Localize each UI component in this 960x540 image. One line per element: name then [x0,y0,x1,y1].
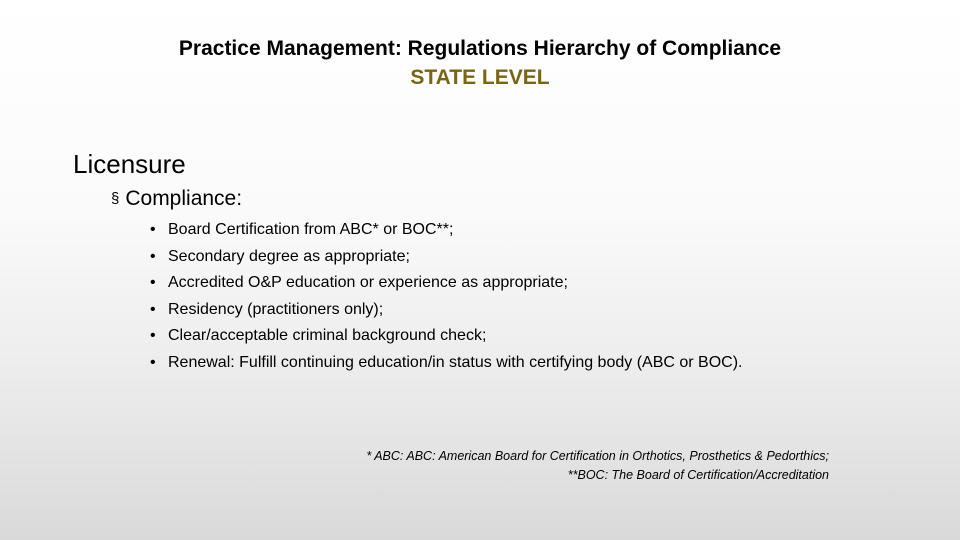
list-item [150,350,930,377]
list-item [150,217,930,244]
list-item-text: Accredited O&P education or experience as appropriate; [168,274,568,292]
compliance-list [150,217,930,377]
list-item-text: Renewal: Fulfill continuing education/in status with certifying body (ABC or BOC). [168,353,743,371]
subheading-label: Compliance: [125,187,243,210]
list-item [150,270,930,297]
list-item [150,323,930,350]
bullet-icon: • [150,353,156,371]
footnotes [366,447,829,485]
list-item-text: Residency (practitioners only); [168,300,384,318]
section-marker-icon: § [111,190,120,207]
footnote-boc: **BOC: The Board of Certification/Accreditation [567,468,829,482]
bullet-icon: • [150,274,156,292]
list-item [150,297,930,324]
list-item-text: Board Certification from ABC* or BOC**; [168,221,454,238]
slide-title [0,34,960,92]
bullet-icon: • [150,327,156,345]
bullet-icon: • [150,221,156,238]
footnote-abc: * ABC: ABC: American Board for Certification in Orthotics, Prosthetics & Pedorthics; [366,449,829,463]
bullet-icon: • [150,247,156,265]
subheading [111,185,242,213]
list-item-text: Secondary degree as appropriate; [168,247,410,265]
section-heading: Licensure [73,149,186,179]
bullet-icon: • [150,300,156,318]
list-item-text: Clear/acceptable criminal background check; [168,327,487,345]
title-line-1: Practice Management: Regulations Hierarchy of Compliance [178,37,782,60]
title-line-2: STATE LEVEL [410,66,550,89]
list-item [150,244,930,271]
